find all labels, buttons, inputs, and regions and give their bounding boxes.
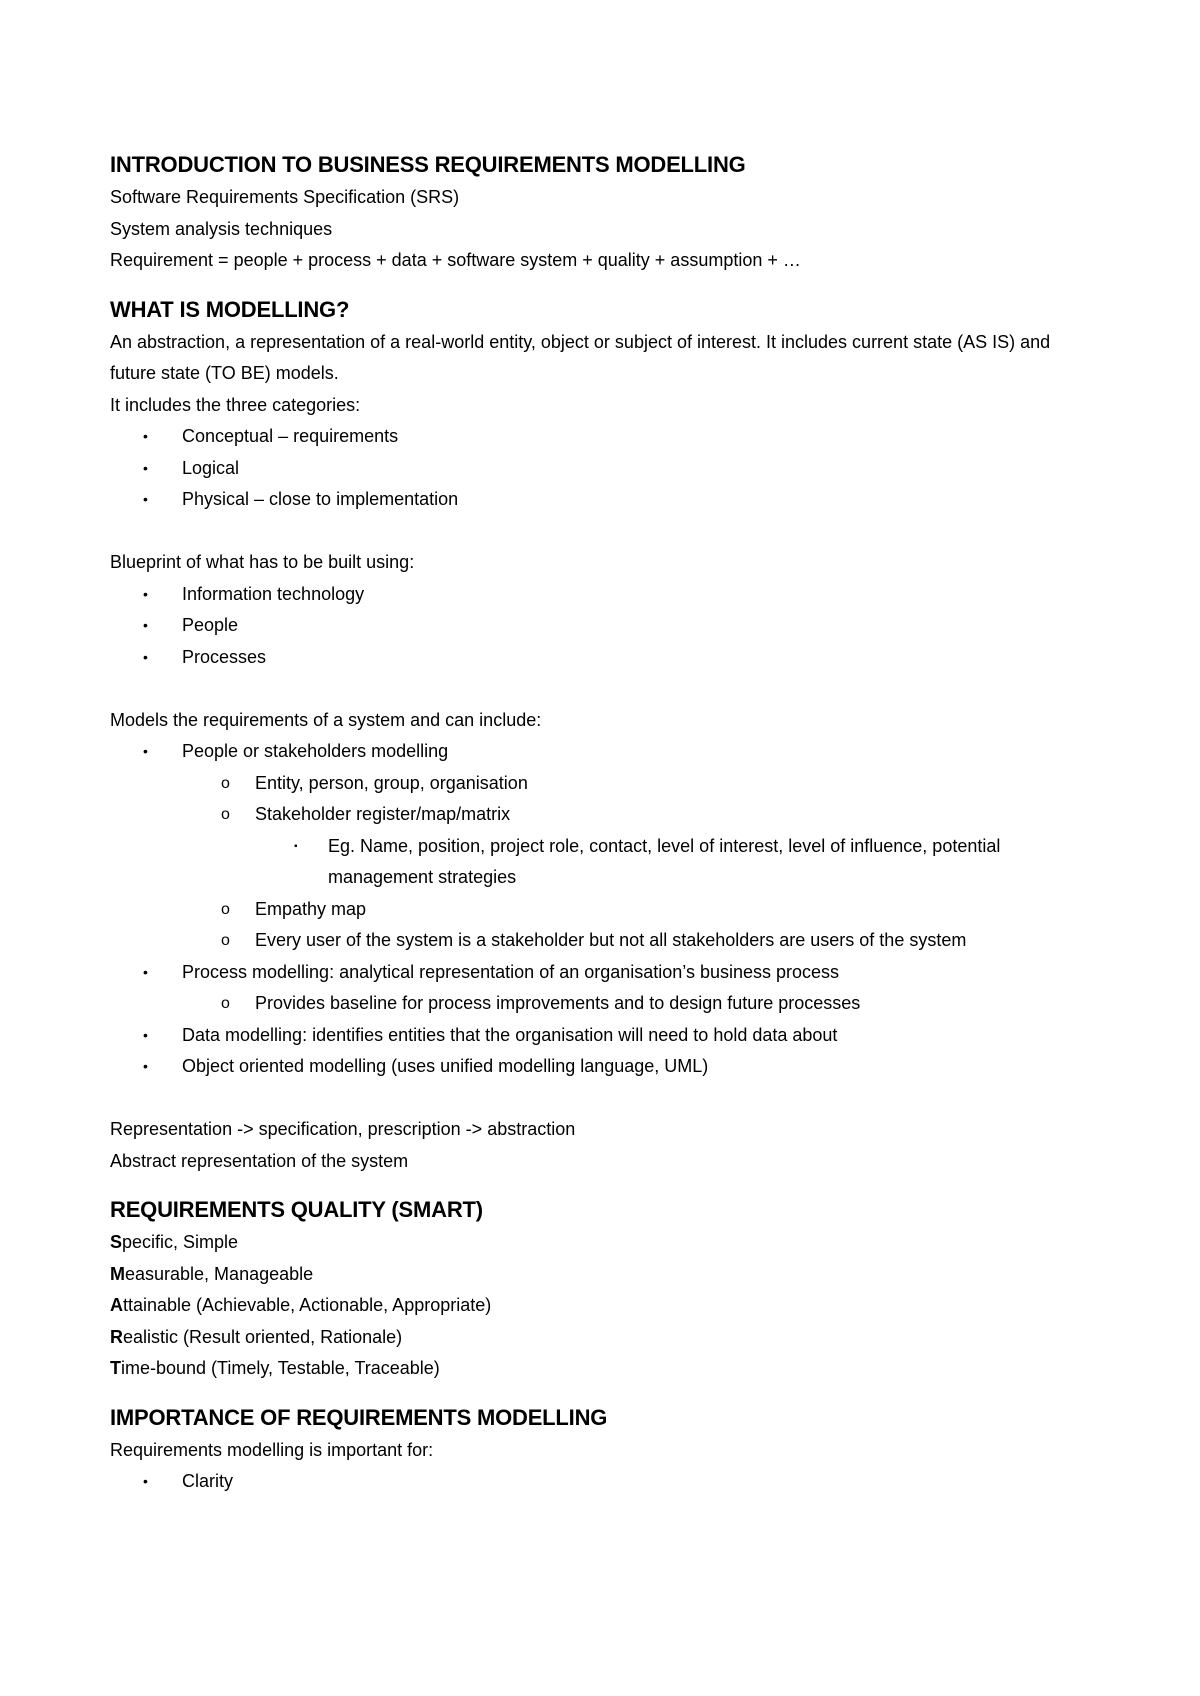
list-item: • Clarity: [110, 1466, 1100, 1498]
page-title: INTRODUCTION TO BUSINESS REQUIREMENTS MODELLING: [110, 152, 746, 177]
importance-list: [110, 1466, 1100, 1498]
square-bullet-icon: ▪: [294, 840, 298, 852]
list-item: o Entity, person, group, organisation: [110, 768, 1100, 800]
list-item: • Process modelling: analytical representation of an organisation’s business process: [110, 957, 1100, 989]
modelling-definition: An abstraction, a representation of a real-world entity, object or subject of interest. It includes current state (AS IS) and future state (TO BE) models.: [110, 331, 1051, 383]
list-item: o Provides baseline for process improvements and to design future processes: [110, 988, 1100, 1020]
importance-intro: Requirements modelling is important for:: [110, 1439, 434, 1460]
bullet-icon: •: [143, 617, 148, 633]
categories-list: [110, 421, 1100, 516]
list-item: o Stakeholder register/map/matrix: [110, 799, 1100, 831]
smart-item: Realistic (Result oriented, Rationale): [110, 1326, 403, 1347]
bullet-icon: •: [143, 459, 148, 476]
bullet-icon: •: [143, 585, 148, 602]
circle-bullet-icon: o: [221, 932, 230, 949]
blueprint-list: [110, 579, 1100, 674]
list-item: ▪ Eg. Name, position, project role, contact, level of interest, level of influence, potential management strategies: [110, 831, 1100, 894]
smart-item: Measurable, Manageable: [110, 1263, 314, 1284]
intro-line: System analysis techniques: [110, 218, 333, 239]
smart-item: Attainable (Achievable, Actionable, Appropriate): [110, 1295, 492, 1315]
list-item: • Conceptual – requirements: [110, 421, 1100, 453]
list-item: o Empathy map: [110, 894, 1100, 926]
circle-bullet-icon: o: [221, 774, 230, 792]
bullet-icon: •: [143, 491, 148, 507]
bullet-icon: •: [143, 648, 148, 665]
circle-bullet-icon: o: [221, 900, 230, 918]
bullet-icon: •: [143, 1026, 148, 1043]
models-list: [110, 736, 1100, 1083]
section-heading-importance: IMPORTANCE OF REQUIREMENTS MODELLING: [110, 1404, 608, 1430]
list-item: • Object oriented modelling (uses unified modelling language, UML): [110, 1051, 1100, 1083]
list-item: • Logical: [110, 453, 1100, 485]
smart-item: Specific, Simple: [110, 1232, 239, 1252]
list-item: • Data modelling: identifies entities that the organisation will need to hold data about: [110, 1020, 1100, 1052]
categories-intro: It includes the three categories:: [110, 394, 361, 415]
circle-bullet-icon: o: [221, 995, 230, 1012]
list-item: • Information technology: [110, 579, 1100, 611]
circle-bullet-icon: o: [221, 806, 230, 823]
list-item: • People or stakeholders modelling: [110, 736, 1100, 768]
list-item: • Processes: [110, 642, 1100, 674]
bullet-icon: •: [143, 1473, 148, 1489]
list-item: • Physical – close to implementation: [110, 484, 1100, 516]
section-heading-modelling: WHAT IS MODELLING?: [110, 296, 350, 322]
list-item: o Every user of the system is a stakeholder but not all stakeholders are users of the system: [110, 925, 1100, 957]
abstract-line: Abstract representation of the system: [110, 1150, 409, 1171]
list-item: • People: [110, 610, 1100, 642]
bullet-icon: •: [143, 1058, 148, 1074]
section-heading-smart: REQUIREMENTS QUALITY (SMART): [110, 1197, 483, 1222]
bullet-icon: •: [143, 428, 148, 444]
intro-line: Software Requirements Specification (SRS): [110, 187, 460, 207]
bullet-icon: •: [143, 963, 148, 980]
blueprint-intro: Blueprint of what has to be built using:: [110, 552, 415, 572]
smart-item: Time-bound (Timely, Testable, Traceable): [110, 1358, 440, 1378]
representation-line: Representation -> specification, prescription -> abstraction: [110, 1119, 576, 1139]
models-intro: Models the requirements of a system and can include:: [110, 709, 542, 730]
bullet-icon: •: [143, 743, 148, 759]
intro-line: Requirement = people + process + data + software system + quality + assumption + …: [110, 250, 801, 270]
